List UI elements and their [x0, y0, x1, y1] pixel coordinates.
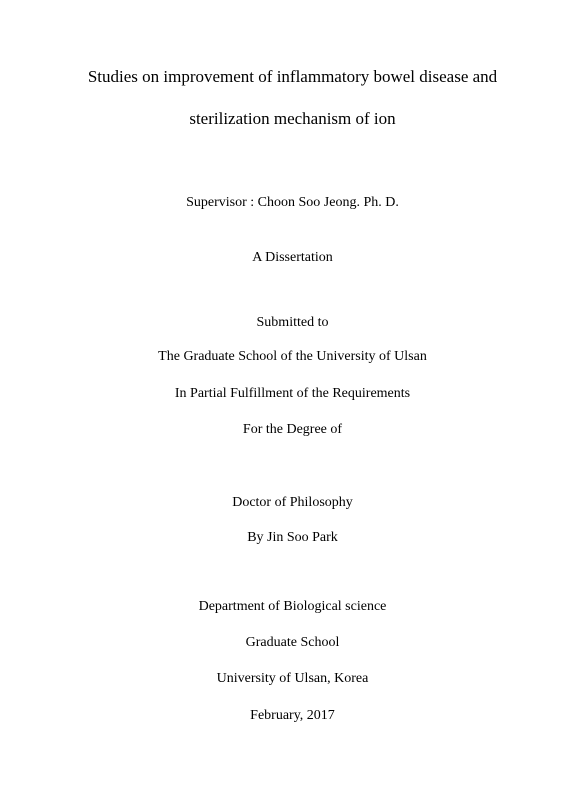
graduate-school-name: The Graduate School of the University of Ulsan [158, 349, 427, 364]
for-degree-of: For the Degree of [242, 422, 343, 437]
department: Department of Biological science [198, 599, 387, 614]
document-type: A Dissertation [252, 250, 333, 265]
supervisor-line: Supervisor : Choon Soo Jeong. Ph. D. [186, 195, 399, 210]
partial-fulfillment: In Partial Fulfillment of the Requirements [174, 386, 411, 401]
title-line-2: sterilization mechanism of ion [189, 109, 396, 128]
university: University of Ulsan, Korea [216, 671, 369, 686]
degree-name: Doctor of Philosophy [232, 495, 353, 510]
title-line-1: Studies on improvement of inflammatory bowel disease and [87, 67, 498, 86]
author-line: By Jin Soo Park [247, 530, 338, 545]
submission-date: February, 2017 [250, 708, 335, 723]
graduate-school: Graduate School [245, 635, 340, 650]
submitted-to: Submitted to [256, 315, 329, 330]
